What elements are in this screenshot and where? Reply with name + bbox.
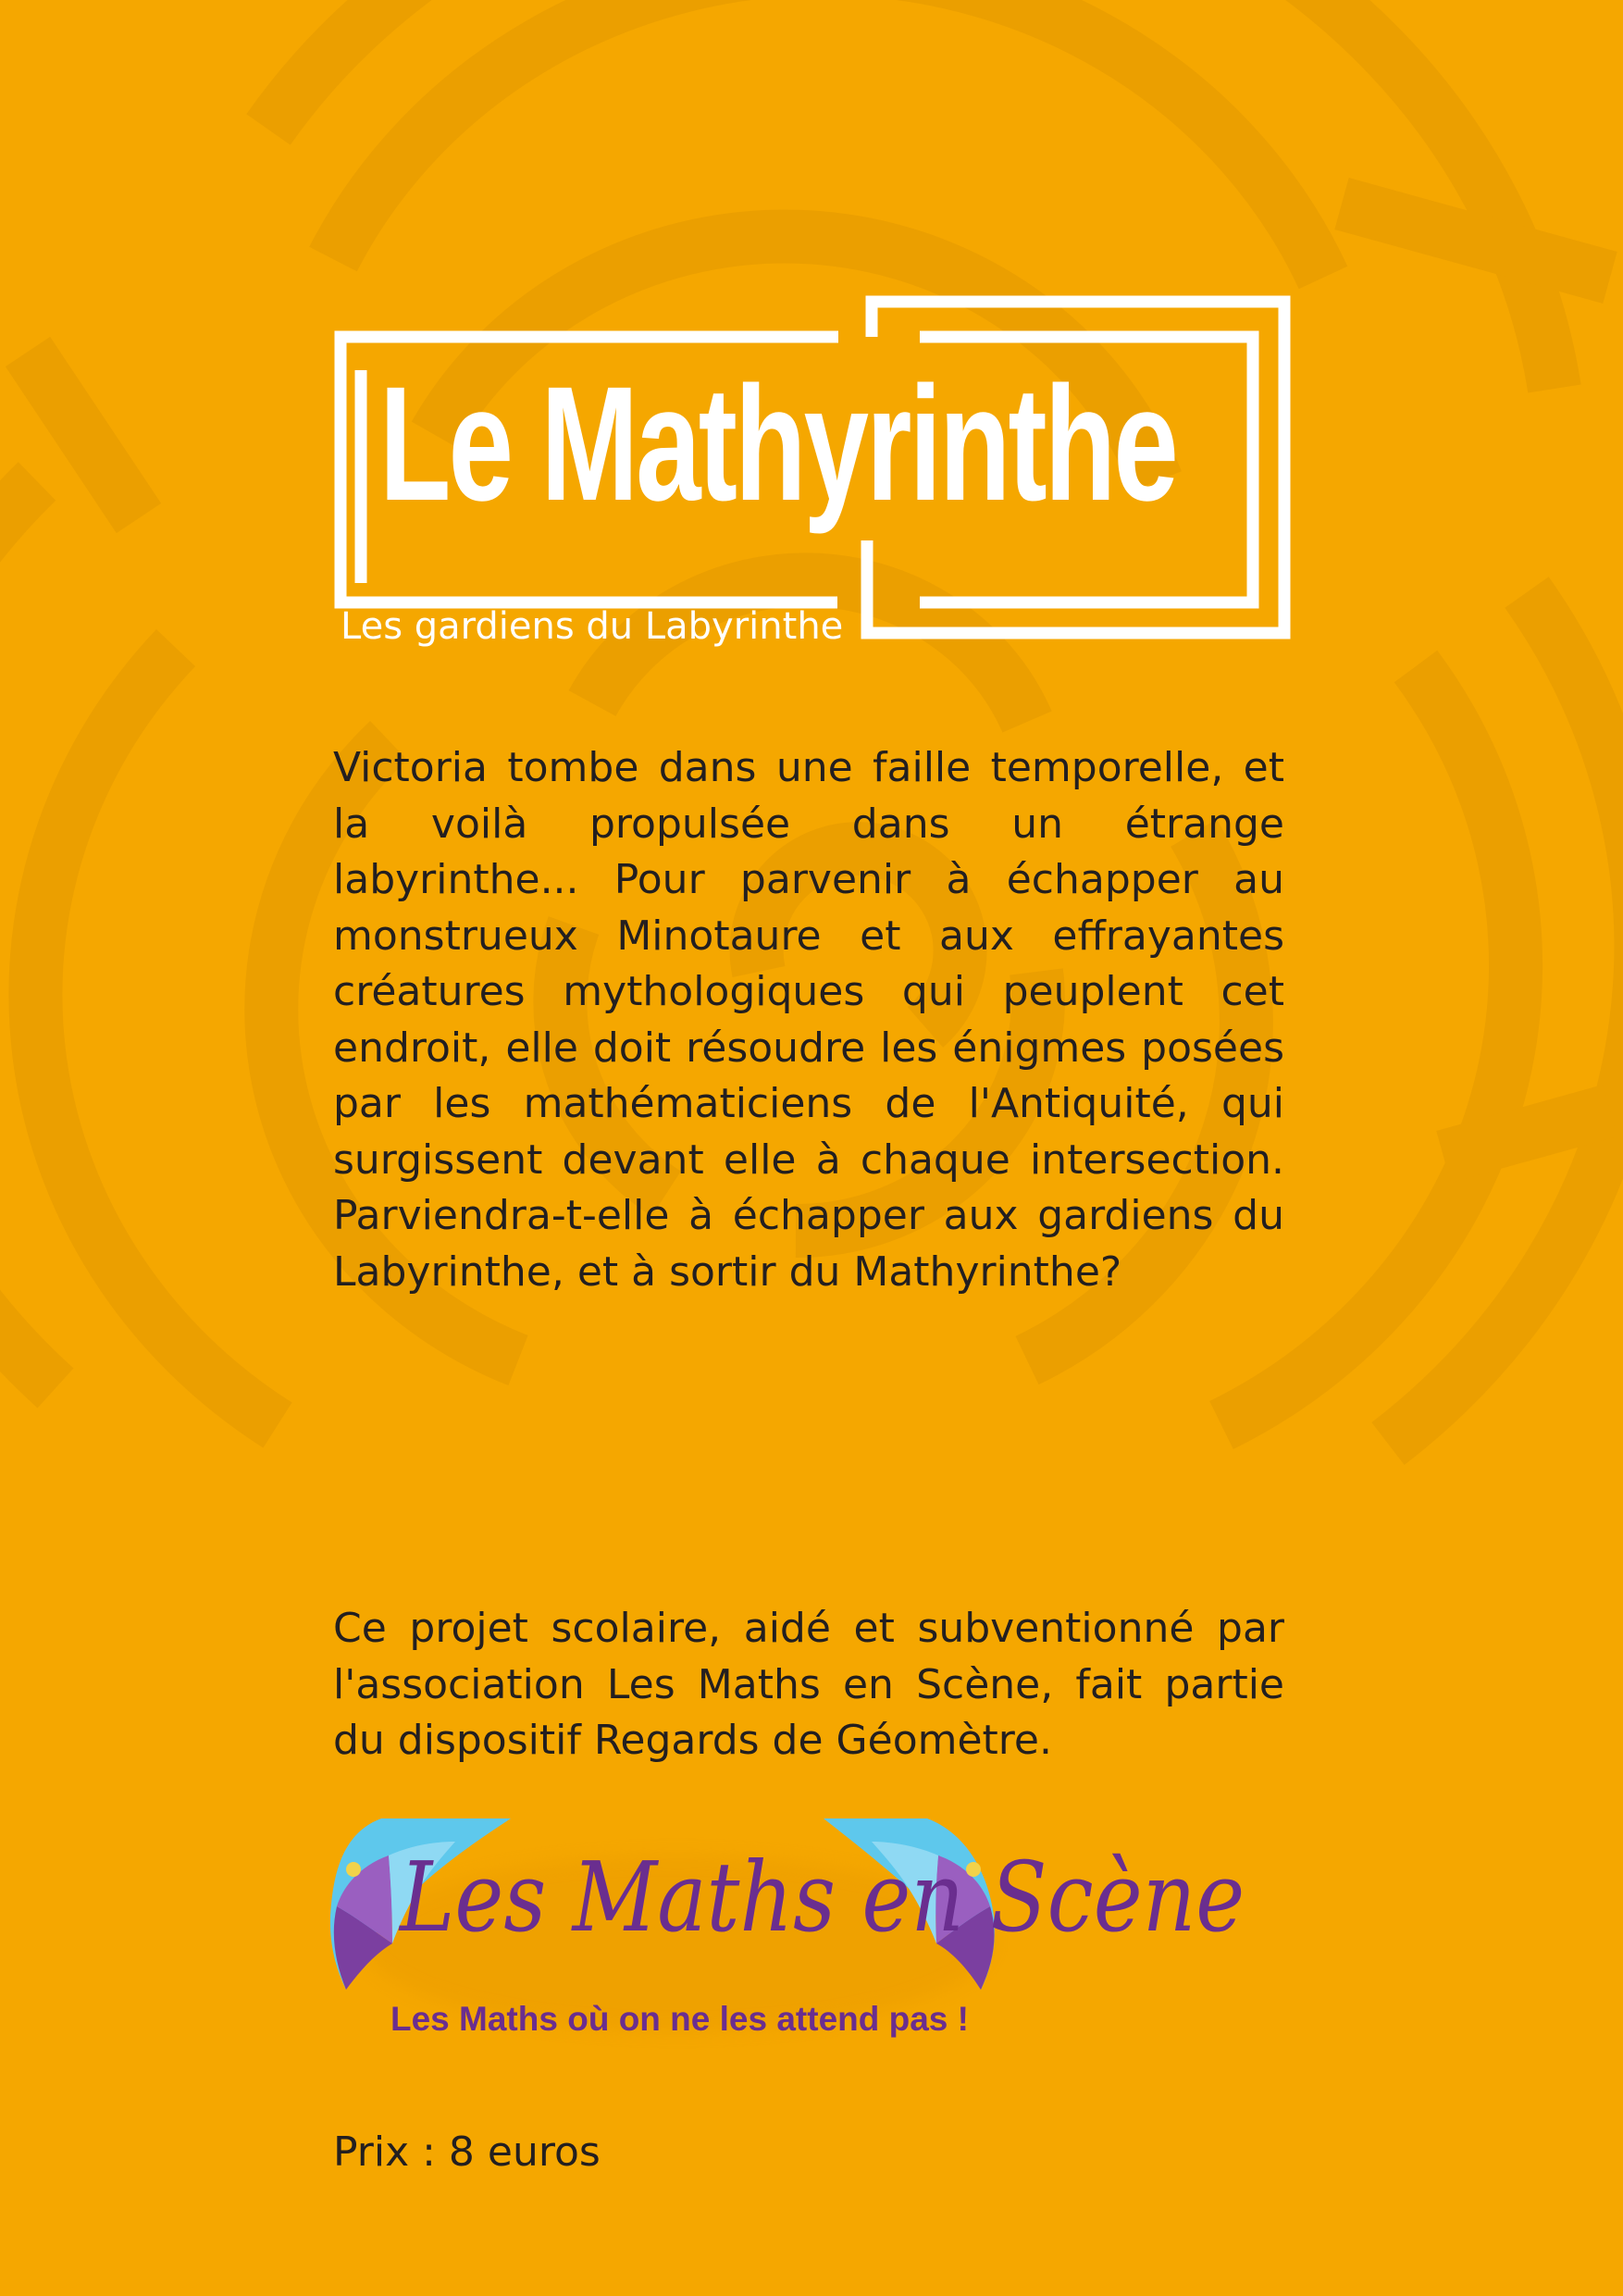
logo-name: Les Maths en Scène [400, 1841, 1245, 1954]
project-note: Ce projet scolaire, aidé et subventionné par l'association Les Maths en Scène, fait partie du dispositif Regards de Géomètre. [333, 1605, 1284, 1764]
synopsis-paragraph: Victoria tombe dans une faille temporelle, et la voilà propulsée dans un étrange labyrinthe... Pour parvenir à échapper au monstrueux Minotaure et aux effrayantes créatures mythologiques qui peuplent cet endroit, elle doit résoudre les énigmes posées par les mathématiciens de l'Antiquité, qui surgissent devant elle à chaque intersection. Parviendra-t-elle à échapper aux gardiens du Labyrinthe, et à sortir du Mathyrinthe? [333, 744, 1284, 1296]
book-title: Le Mathyrinthe [379, 354, 1176, 535]
book-title-block [333, 287, 1295, 657]
logo-tagline: Les Maths où on ne les attend pas ! [390, 2000, 969, 2038]
book-subtitle: Les gardiens du Labyrinthe [341, 605, 844, 648]
les-maths-en-scene-logo [326, 1814, 1245, 2054]
price-label: Prix : 8 euros [333, 2128, 601, 2176]
